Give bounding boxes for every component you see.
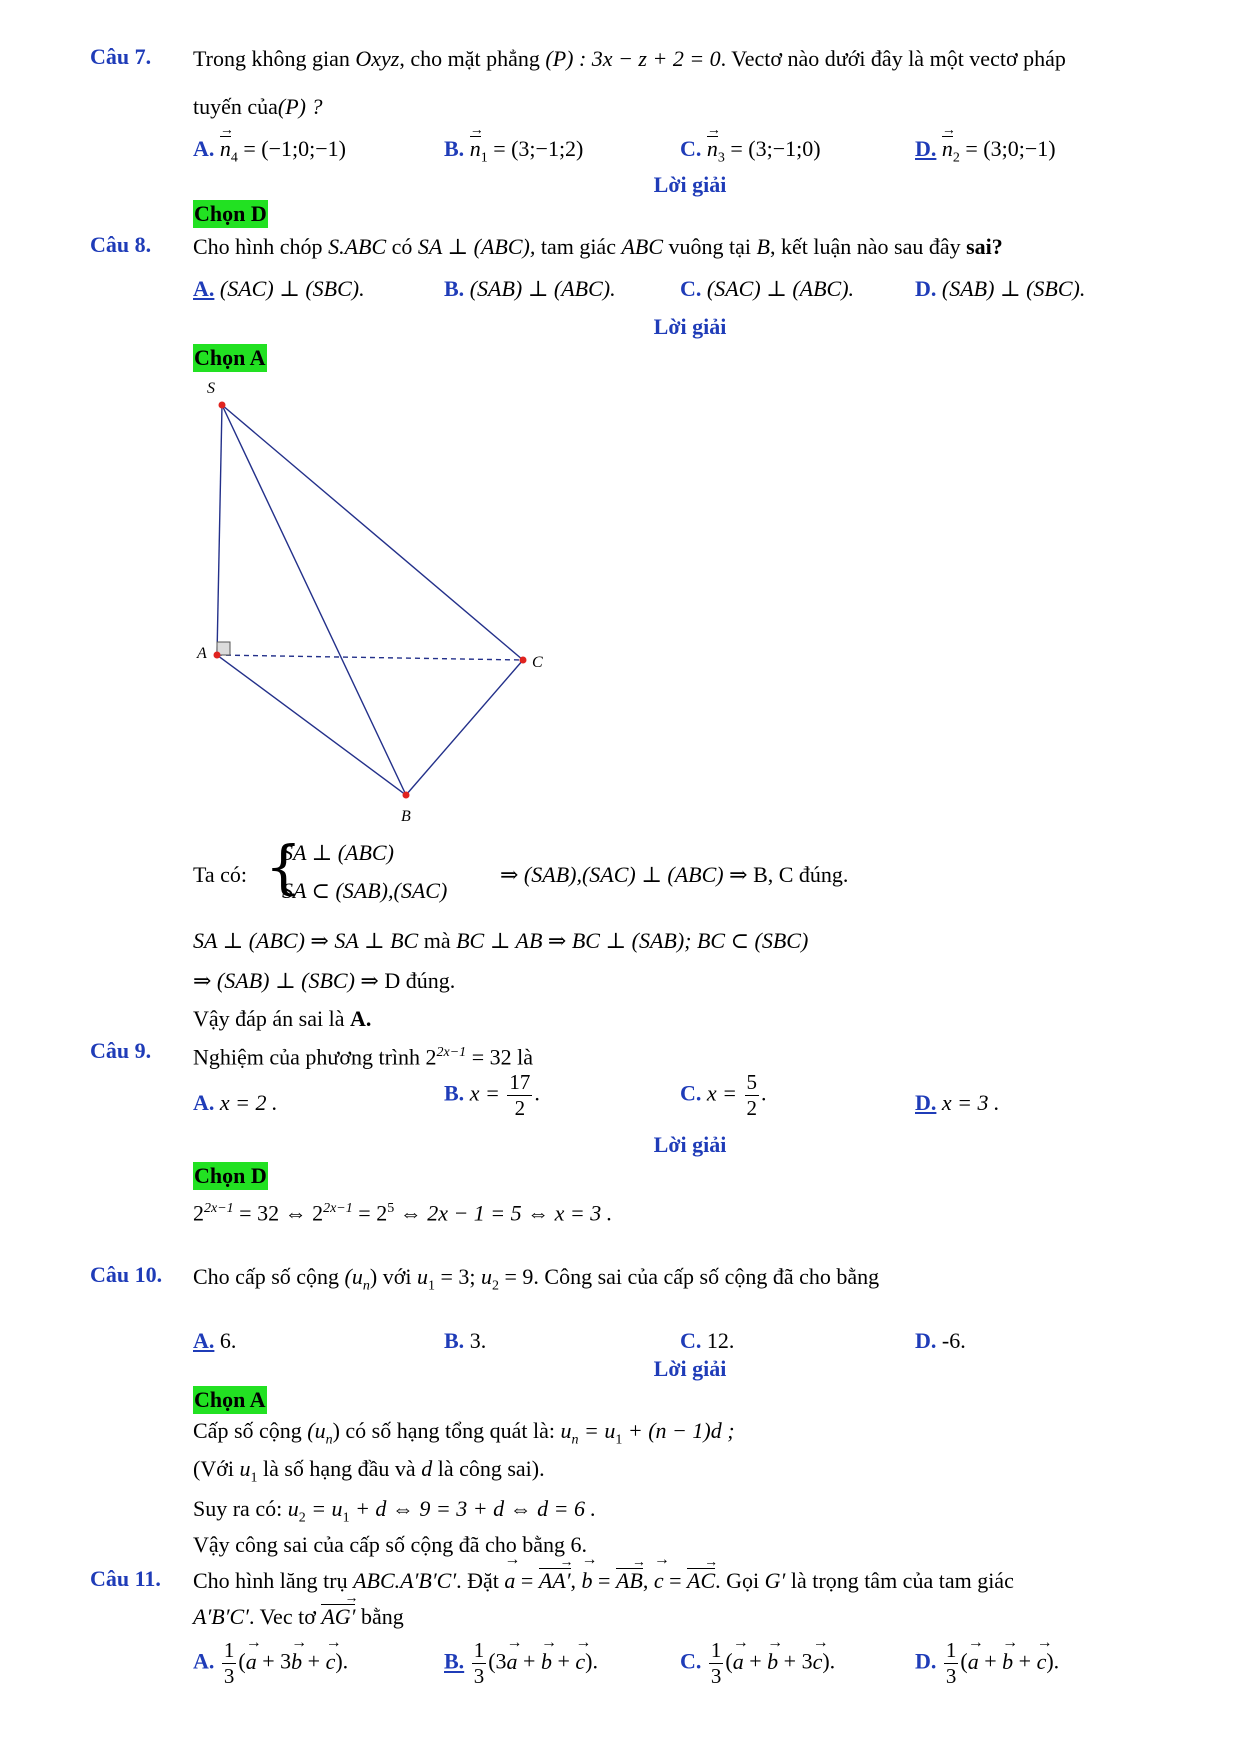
- option-a[interactable]: A. 6.: [193, 1328, 237, 1353]
- label-a: A: [197, 645, 207, 662]
- option-d[interactable]: D. x = 3 .: [915, 1090, 1000, 1115]
- option-d[interactable]: D. $\frac{1}{3}$ (→ a + → b + → c).: [915, 1640, 1059, 1687]
- option-c[interactable]: C. x = $\frac{5}{2}$ .: [680, 1070, 767, 1120]
- system-line-1: SA ⊥ (ABC): [282, 840, 394, 865]
- edge-sc: [222, 405, 523, 660]
- option-b[interactable]: B. x = $\frac{17}{2}$ .: [444, 1070, 540, 1120]
- solution-title: Lời giải: [653, 314, 727, 339]
- solution-line-3: Suy ra có: $u_2 = u_1 + d$ ⇔ 9 = 3 + d ⇔ d = 6 .: [193, 1496, 596, 1526]
- edge-ab: [217, 655, 406, 795]
- system-line-2: SA ⊂ (SAB),(SAC): [282, 878, 448, 903]
- system-conclusion: ⇒ (SAB),(SAC) ⊥ (ABC) ⇒ B, C đúng.: [500, 862, 849, 887]
- vertex-b: [403, 792, 410, 799]
- answer-badge: Chọn D: [194, 1163, 267, 1188]
- solution-title: Lời giải: [653, 1132, 727, 1157]
- solution-title: Lời giải: [653, 1356, 727, 1381]
- system-brace: {: [265, 833, 302, 901]
- edge-bc: [406, 660, 523, 795]
- option-a[interactable]: A. $n \to_4$ = (−1;0;−1): [193, 136, 346, 166]
- question-text-cont: tuyến của(P) ?: [193, 94, 323, 119]
- label-b: B: [401, 808, 411, 825]
- option-a[interactable]: A. (SAC) ⊥ (SBC).: [193, 276, 365, 301]
- option-a[interactable]: A. $\frac{1}{3}$ (→ a + 3→ b + → c).: [193, 1640, 348, 1687]
- solution-line-2: (Với $u_1$ là số hạng đầu và d là công sai).: [193, 1456, 545, 1486]
- question-number: Câu 9.: [90, 1038, 152, 1063]
- option-b[interactable]: B. (SAB) ⊥ (ABC).: [444, 276, 616, 301]
- option-c[interactable]: C. $n \to_3$ = (3;−1;0): [680, 136, 821, 166]
- pyramid-figure: [185, 375, 565, 835]
- option-c[interactable]: C. (SAC) ⊥ (ABC).: [680, 276, 855, 301]
- edge-sb: [222, 405, 406, 795]
- ta-co-label: Ta có:: [193, 862, 248, 887]
- edge-sa: [217, 405, 222, 655]
- question-text: Cho hình lăng trụ ABC.A′B′C′. Đặt → a = AA′ →, → b = AB →, → c = AC →. Gọi G′ là trọng tâm của tam giác: [193, 1566, 1014, 1596]
- option-b[interactable]: B. 3.: [444, 1328, 487, 1353]
- question-number: Câu 7.: [90, 44, 152, 69]
- question-text: Cho cấp số cộng $(u_n)$ với $u_1 = 3$; $u_2 = 9$. Công sai của cấp số cộng đã cho bằng: [193, 1264, 880, 1294]
- option-b[interactable]: B. $n \to_1$ = (3;−1;2): [444, 136, 583, 166]
- solution-line-4: Vậy đáp án sai là A.: [193, 1006, 372, 1031]
- edge-ac-hidden: [217, 655, 523, 660]
- question-number: Câu 11.: [90, 1566, 161, 1591]
- option-b[interactable]: B. $\frac{1}{3}$ (3→ a + → b + → c).: [444, 1640, 598, 1687]
- question-number: Câu 8.: [90, 232, 152, 257]
- figure-edges: [217, 405, 523, 795]
- label-s: S: [207, 380, 215, 397]
- solution-title: Lời giải: [653, 172, 727, 197]
- solution-line-1: Cấp số cộng $(u_n)$ có số hạng tổng quát là: $u_n = u_1 + (n - 1)d$ ;: [193, 1418, 735, 1448]
- option-a[interactable]: A. x = 2 .: [193, 1090, 278, 1115]
- answer-badge: Chọn A: [194, 345, 266, 370]
- figure-vertices: [214, 402, 527, 799]
- option-d[interactable]: D. (SAB) ⊥ (SBC).: [915, 276, 1086, 301]
- solution-line-4: Vậy công sai của cấp số cộng đã cho bằng 6.: [193, 1532, 588, 1557]
- option-d[interactable]: D. -6.: [915, 1328, 966, 1353]
- vertex-c: [520, 657, 527, 664]
- option-d[interactable]: D. $n \to_2$ = (3;0;−1): [915, 136, 1056, 166]
- solution-line-3: ⇒ (SAB) ⊥ (SBC) ⇒ D đúng.: [193, 968, 456, 993]
- vertex-a: [214, 652, 221, 659]
- label-c: C: [532, 654, 543, 671]
- answer-badge: Chọn D: [194, 201, 267, 226]
- option-c[interactable]: C. $\frac{1}{3}$ (→ a + → b + 3→ c).: [680, 1640, 835, 1687]
- question-number: Câu 10.: [90, 1262, 163, 1287]
- question-text-cont: A′B′C′. Vec tơ AG′ → bằng: [193, 1602, 404, 1632]
- solution-line: $2^{2x-1} = 32$ ⇔ $2^{2x-1} = 2^5$ ⇔ 2x − 1 = 5 ⇔ x = 3 .: [193, 1200, 613, 1226]
- question-text: Cho hình chóp S.ABC có SA ⊥ (ABC), tam giác ABC vuông tại B, kết luận nào sau đây sai?: [193, 234, 1003, 259]
- vertex-s: [219, 402, 226, 409]
- answer-badge: Chọn A: [194, 1387, 266, 1412]
- solution-line-2: SA ⊥ (ABC) ⇒ SA ⊥ BC mà BC ⊥ AB ⇒ BC ⊥ (SAB); BC ⊂ (SBC): [193, 928, 809, 953]
- question-text: Nghiệm của phương trình $2^{2x-1} = 32$ là: [193, 1044, 533, 1070]
- option-c[interactable]: C. 12.: [680, 1328, 735, 1353]
- question-text: Trong không gian Oxyz, cho mặt phẳng (P) : 3x − z + 2 = 0. Vectơ nào dưới đây là một vectơ pháp: [193, 46, 1066, 71]
